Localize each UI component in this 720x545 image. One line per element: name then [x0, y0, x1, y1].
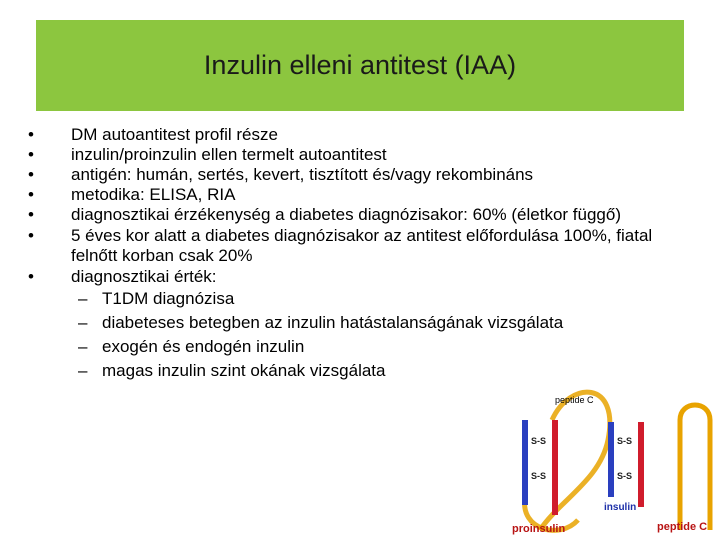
sub-bullet-list — [71, 287, 678, 383]
sub-bullet-item: – magas inzulin szint okának vizsgálata — [71, 359, 678, 383]
proinsulin-chain-a — [522, 420, 528, 505]
bullet-item: • antigén: humán, sertés, kevert, tisztított és/vagy rekombináns — [28, 165, 678, 185]
sub-bullet-item: – diabeteses betegben az inzulin hatástalanságának vizsgálata — [71, 311, 678, 335]
disulfide-bond-label: S-S — [617, 436, 633, 446]
bullet-item-label: diagnosztikai érték: — [71, 267, 217, 286]
slide-title: Inzulin elleni antitest (IAA) — [203, 50, 517, 80]
sub-bullet-item: – T1DM diagnózisa — [71, 287, 678, 311]
bullet-item: • DM autoantitest profil része — [28, 125, 678, 145]
bullet-item-diagnostic-value — [28, 267, 678, 383]
insulin-structure-diagram — [500, 380, 720, 540]
peptide-c-top-label: peptide C — [555, 395, 594, 405]
proinsulin-label: proinsulin — [512, 523, 566, 535]
insulin-structure-svg — [500, 380, 720, 540]
bullet-item: • 5 éves kor alatt a diabetes diagnózisakor az antitest előfordulása 100%, fiatal felnőtt korban csak 20% — [28, 226, 678, 266]
insulin-label: insulin — [604, 502, 637, 513]
disulfide-bond-label: S-S — [531, 436, 547, 446]
insulin-chain-a — [608, 422, 614, 497]
title-bar — [36, 20, 684, 111]
bullet-item: • diagnosztikai érzékenység a diabetes diagnózisakor: 60% (életkor függő) — [28, 205, 678, 225]
proinsulin-peptide-c-loop — [540, 392, 610, 530]
bullet-item: • metodika: ELISA, RIA — [28, 185, 678, 205]
bullet-list — [28, 125, 678, 383]
disulfide-bond-label: S-S — [617, 471, 633, 481]
insulin-chain-b — [638, 422, 644, 507]
peptide-c-chain — [680, 405, 710, 530]
proinsulin-chain-b — [552, 420, 558, 515]
peptide-c-bottom-label: peptide C — [657, 521, 708, 533]
disulfide-bond-label: S-S — [531, 471, 547, 481]
sub-bullet-item: – exogén és endogén inzulin — [71, 335, 678, 359]
bullet-item: • inzulin/proinzulin ellen termelt autoantitest — [28, 145, 678, 165]
